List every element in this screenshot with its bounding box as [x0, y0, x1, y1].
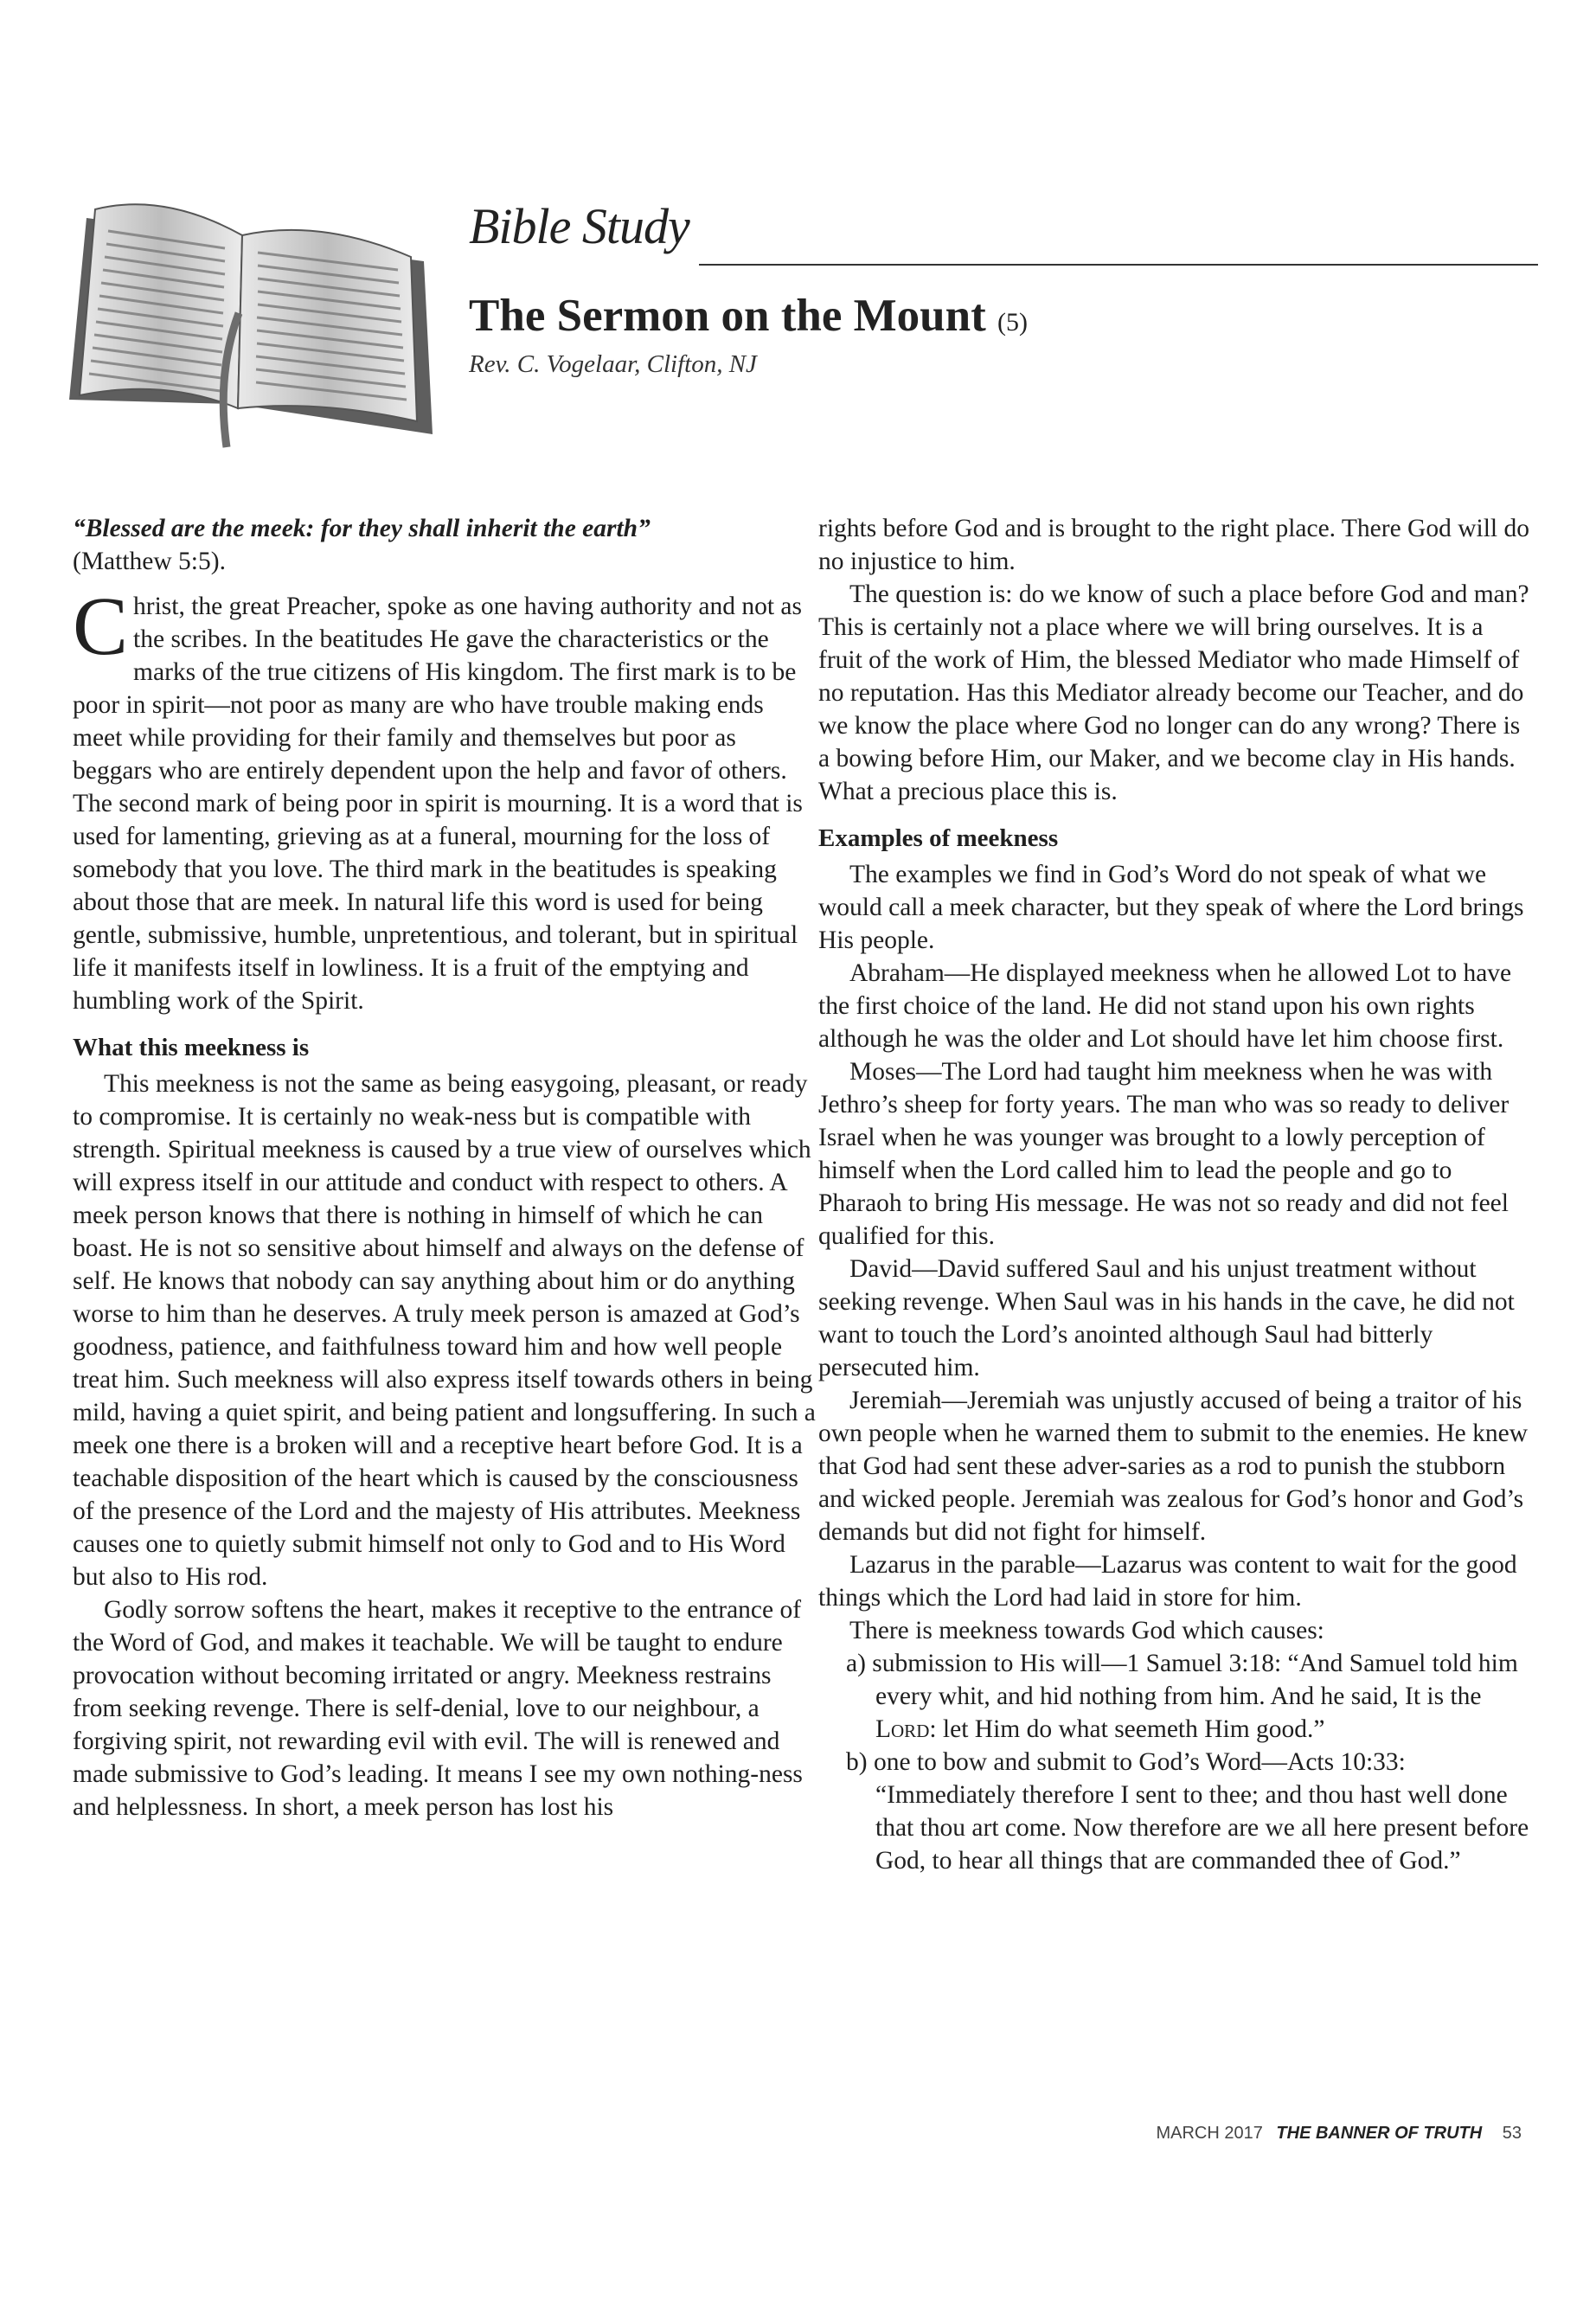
example-moses: Moses—The Lord had taught him meekness when he was with Jethro’s sheep for forty years. The man who was so ready to deliver Israel when he was younger was brought to a lowly perception of himself when the Lord called him to lead the people and go to Pharaoh to bring His message. He was not so ready and did not feel qualified for this.: [818, 1058, 1509, 1250]
list-item-a: [818, 1647, 1532, 1746]
epigraph: [73, 512, 817, 578]
example-lazarus: Lazarus in the parable—Lazarus was content to wait for the good things which the Lord had laid in store for him.: [818, 1551, 1517, 1612]
body-paragraph: Godly sorrow softens the heart, makes it receptive to the entrance of the Word of God, and makes it teachable. We will be taught to endure provocation without becoming irritated or angry. Meekness restrains from seeking revenge. There is self-denial, love to our neighbour, a forgiving spirit, not rewarding evil with evil. The will is renewed and made submissive to God’s leading. It means I see my own nothing-ness and helplessness. In short, a meek person has lost his: [73, 1596, 803, 1821]
example-david: David—David suffered Saul and his unjust treatment without seeking revenge. When Saul was in his hands in the cave, he did not want to touch the Lord’s anointed although Saul had bitterly persecuted him.: [818, 1255, 1515, 1381]
lord-smallcaps: Lord: [875, 1715, 930, 1743]
footer-magazine: THE BANNER OF TRUTH: [1276, 2124, 1483, 2143]
intro-paragraph: [73, 580, 817, 1017]
left-column: [73, 512, 817, 1823]
open-bible-icon: [61, 183, 441, 452]
drop-cap: C: [73, 580, 129, 672]
article-title: [469, 290, 1028, 342]
subheading-examples: Examples of meekness: [818, 824, 1059, 852]
continued-paragraph: rights before God and is brought to the right place. There God will do no injustice to him.: [818, 515, 1529, 575]
list-item-a-end: : let Him do what seemeth Him good.”: [929, 1715, 1325, 1743]
epigraph-quote: “Blessed are the meek: for they shall inherit the earth”: [73, 515, 651, 542]
meekness-towards-god: There is meekness towards God which causes:: [849, 1617, 1324, 1644]
example-abraham: Abraham—He displayed meekness when he allowed Lot to have the first choice of the land. He did not stand upon his own rights although he was the older and Lot should have let him choose first.: [818, 959, 1512, 1053]
list-item-a-text: a) submission to His will—1 Samuel 3:18: “And Samuel told him every whit, and hid nothing from him. And he said, It is the: [846, 1650, 1518, 1710]
subheading-what-meekness-is: What this meekness is: [73, 1034, 310, 1061]
epigraph-reference: (Matthew 5:5).: [73, 548, 226, 575]
byline: Rev. C. Vogelaar, Clifton, NJ: [469, 350, 757, 378]
footer-date: MARCH 2017: [1156, 2124, 1263, 2143]
body-paragraph: The question is: do we know of such a place before God and man? This is certainly not a place where we will bring ourselves. It is a fruit of the work of Him, the blessed Mediator who made Himself of no reputation. Has this Mediator already become our Teacher, and do we know the place where God no longer can do any wrong? There is a bowing before Him, our Maker, and we become clay in His hands. What a precious place this is.: [818, 580, 1529, 805]
body-paragraph: The examples we find in God’s Word do not speak of what we would call a meek character, but they speak of where the Lord brings His people.: [818, 861, 1524, 954]
list-item-b: b) one to bow and submit to God’s Word—Acts 10:33: “Immediately therefore I sent to thee; and thou hast well done that thou art come. Now therefore are we all here present before God, to hear all things that are commanded thee of God.”: [846, 1748, 1529, 1875]
example-jeremiah: Jeremiah—Jeremiah was unjustly accused of being a traitor of his own people when he warned them to submit to the enemies. He knew that God had sent these adver-saries as a rod to punish the stubborn and wicked people. Jeremiah was zealous for God’s honor and God’s demands but did not fight for himself.: [818, 1387, 1529, 1546]
header-rule: [699, 264, 1538, 266]
page-number: 53: [1502, 2124, 1522, 2143]
right-column: [818, 512, 1532, 1877]
article-title-text: The Sermon on the Mount: [469, 291, 986, 341]
article-part-number: (5): [997, 308, 1028, 336]
page-footer: [1156, 2124, 1522, 2144]
intro-text: hrist, the great Preacher, spoke as one having authority and not as the scribes. In the beatitudes He gave the characteristics or the marks of the true citizens of His kingdom. The first mark is to be poor in spirit—not poor as many are who have trouble making ends meet while providing for their family and themselves but poor as beggars who are entirely dependent upon the help and favor of others. The second mark of being poor in spirit is mourning. It is a word that is used for lamenting, grieving as at a funeral, mourning for the loss of somebody that you love. The third mark in the beatitudes is speaking about those that are meek. In natural life this word is used for being gentle, submissive, humble, unpretentious, and tolerant, but in spiritual life it manifests itself in lowliness. It is a fruit of the emptying and humbling work of the Spirit.: [73, 593, 803, 1015]
section-label: Bible Study: [469, 198, 689, 254]
body-paragraph: This meekness is not the same as being easygoing, pleasant, or ready to compromise. It is certainly no weak-ness but is compatible with strength. Spiritual meekness is caused by a true view of ourselves which will express itself in our attitude and conduct with respect to others. A meek person knows that there is nothing in himself of which he can boast. He is not so sensitive about himself and always on the defense of self. He knows that nobody can say anything about him or do anything worse to him than he deserves. A truly meek person is amazed at God’s goodness, patience, and faithfulness toward him and how well people treat him. Such meekness will also express itself towards others in being mild, having a quiet spirit, and being patient and longsuffering. In such a meek one there is a broken will and a receptive heart before God. It is a teachable disposition of the heart which is caused by the consciousness of the presence of the Lord and the majesty of His attributes. Meekness causes one to quietly submit himself not only to God and to His Word but also to His rod.: [73, 1070, 816, 1591]
